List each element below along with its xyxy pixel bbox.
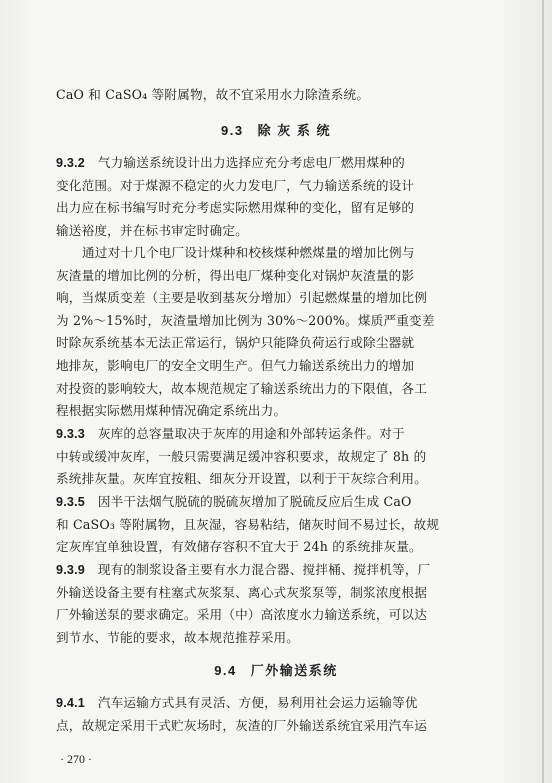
clause-9-4-1: [56, 692, 496, 737]
section-heading-9-4: [0, 660, 552, 679]
text-line: 9.3.9 现有的制浆设备主要有水力混合器、搅拌桶、搅拌机等，厂: [56, 562, 431, 577]
section-heading-9-3: [0, 120, 552, 139]
text-line: 和 CaSO₃ 等附属物，且灰湿，容易粘结，储灰时间不易过长，故规: [56, 516, 440, 532]
section-title: 厂外输送系统: [250, 663, 338, 678]
text-line: 点，故规定采用干式贮灰场时，灰渣的厂外输送系统宜采用汽车运: [56, 717, 428, 733]
clause-number: 9.4.1: [56, 696, 86, 710]
clause-number: 9.3.9: [56, 563, 86, 577]
text-line: 9.3.2 气力输送系统设计出力选择应充分考虑电厂燃用煤种的: [56, 155, 405, 170]
text-line: 输送裕度，并在标书审定时确定。: [56, 222, 248, 238]
section-number: 9.4: [214, 663, 237, 678]
text-line: 厂外输送泵的要求确定。采用（中）高浓度水力输送系统，可以达: [56, 607, 428, 623]
clause-number: 9.3.3: [56, 427, 86, 441]
text-line: 9.3.5 因半干法烟气脱硫的脱硫灰增加了脱硫反应后生成 CaO: [56, 494, 412, 509]
text-line: 9.3.3 灰库的总容量取决于灰库的用途和外部转运条件。对于: [56, 426, 405, 441]
text-line: 对投资的影响较大，故本规范规定了输送系统出力的下限值，各工: [56, 380, 428, 396]
section-number: 9.3: [221, 123, 244, 138]
text-line: 系统排灰量。灰库宜按粗、细灰分开设置，以利于干灰综合利用。: [56, 471, 428, 487]
text-line: 通过对十几个电厂设计煤种和校核煤种燃煤量的增加比例与: [82, 245, 415, 260]
clause-9-3-5: [56, 491, 496, 559]
text-line: 响，当煤质变差（主要是收到基灰分增加）引起燃煤量的增加比例: [56, 290, 428, 306]
carryover-paragraph: [56, 84, 496, 107]
text-line: 出力应在标书编写时充分考虑实际燃用煤种的变化，留有足够的: [56, 200, 415, 216]
text-line: 定灰库宜单独设置，有效储存容积不宜大于 24h 的系统排灰量。: [56, 539, 422, 555]
text-line: 为 2%～15%时，灰渣量增加比例为 30%～200%。煤质严重变差: [56, 312, 435, 328]
clause-number: 9.3.5: [56, 495, 86, 509]
text-line: 时除灰系统基本无法正常运行，锅炉只能降负荷运行或除尘器就: [56, 335, 415, 351]
text-line: 地排灰，影响电厂的安全文明生产。但气力输送系统出力的增加: [56, 357, 415, 373]
clause-number: 9.3.2: [56, 156, 86, 170]
clause-9-3-2: [56, 152, 496, 242]
clause-9-3-9: [56, 559, 496, 649]
clause-9-3-2-explanation: [56, 242, 496, 423]
page-number: · 270 ·: [60, 752, 92, 766]
text-line: 程根据实际燃用煤种情况确定系统出力。: [56, 403, 287, 419]
text-line: 灰渣量的增加比例的分析，得出电厂煤种变化对锅炉灰渣量的影: [56, 267, 415, 283]
text-line: CaO 和 CaSO₄ 等附属物，故不宜采用水力除渣系统。: [56, 87, 370, 102]
text-line: 变化范围。对于煤源不稳定的火力发电厂，气力输送系统的设计: [56, 177, 415, 193]
clause-9-3-3: [56, 423, 496, 491]
text-line: 9.4.1 汽车运输方式具有灵活、方便，易利用社会运力运输等优: [56, 695, 418, 710]
section-title: 除 灰 系 统: [257, 123, 331, 138]
text-line: 中转或缓冲灰库，一般只需要满足缓冲容积要求，故规定了 8h 的: [56, 448, 427, 464]
text-line: 外输送设备主要有柱塞式灰浆泵、离心式灰浆泵等，制浆浓度根据: [56, 584, 428, 600]
text-line: 到节水、节能的要求，故本规范推荐采用。: [56, 629, 300, 645]
